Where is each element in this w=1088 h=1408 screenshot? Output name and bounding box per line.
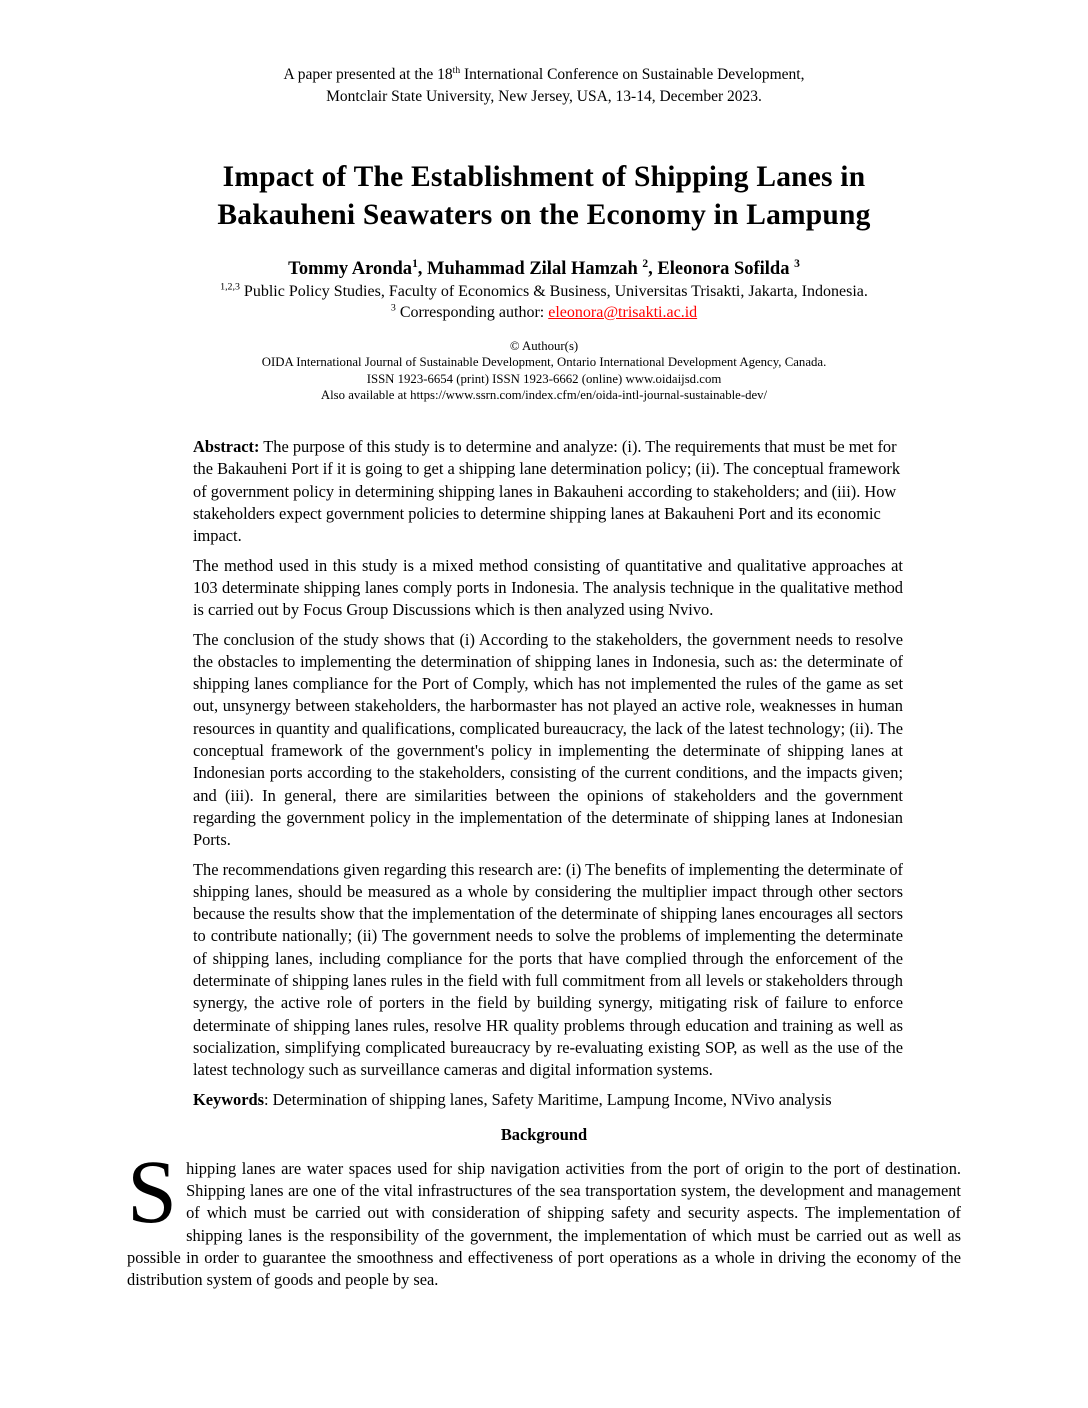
abstract-paragraph-1 <box>193 436 903 547</box>
imprint-issn: ISSN 1923-6654 (print) ISSN 1923-6662 (online) www.oidaijsd.com <box>366 371 722 386</box>
corresponding-author-line <box>0 302 1088 323</box>
abstract-text-1: The purpose of this study is to determine and analyze: (i). The requirements that must be met for the Bakauheni Port if it is going to get a shipping lane determination policy; (ii). The conceptual framework of government policy in determining shipping lanes in Bakauheni according to stakeholders; and (iii). How stakeholders expect government policies to determine shipping lanes at Bakauheni Port and its economic impact. <box>193 437 901 546</box>
imprint-copyright: © Authour(s) <box>509 339 579 353</box>
conference-note-text-cont: International Conference on Sustainable Development, <box>460 66 805 83</box>
page-title-line1: Impact of The Establishment of Shipping Lanes in <box>222 161 866 193</box>
journal-imprint <box>0 338 1088 403</box>
conference-note-superscript: th <box>452 64 461 76</box>
corresponding-label: Corresponding author: <box>395 304 549 321</box>
abstract-paragraph-4: The recommendations given regarding this research are: (i) The benefits of implementing the determinate of shipping lanes, should be measured as a whole by considering the multiplier impact through other sectors because the results show that the implementation of the determinate of shipping lanes encourages all sectors to contribute nationally; (ii) The government needs to solve the problems of implementing the determinate of shipping lanes, including compliance for the ports that have complied through the enforcement of the determinate of shipping lanes rules in the field with full commitment from all levels or stakeholders through synergy, the active role of porters in the field by building synergy, mitigating risk of failure to enforce determinate of shipping lanes rules, resolve HR quality problems through education and training as well as socialization, simplifying complicated bureaucracy by re-evaluating existing SOP, as well as the use of the latest technology such as surveillance cameras and digital information systems. <box>193 859 903 1080</box>
keywords-label: Keywords <box>193 1089 265 1109</box>
affiliation-line <box>0 281 1088 302</box>
background-text: hipping lanes are water spaces used for ship navigation activities from the port of origin to the port of destination. Shipping lanes are one of the vital infrastructures of the sea transportation system, the development and management of which must be carried out with consideration of shipping safety and security aspects. The implementation of shipping lanes is the responsibility of the government, the implementation of which must be carried out as well as possible in order to guarantee the smoothness and effectiveness of port operations as a whole in driving the economy of the distribution system of goods and people by sea. <box>127 1158 961 1290</box>
conference-note-line2: Montclair State University, New Jersey, USA, 13-14, December 2023. <box>326 88 762 105</box>
affiliation-text: Public Policy Studies, Faculty of Economics & Business, Universitas Trisakti, Jakarta, Indonesia. <box>239 283 868 300</box>
conference-note-line1 <box>0 64 1088 86</box>
abstract-paragraph-2: The method used in this study is a mixed method consisting of quantitative and qualitative approaches at 103 determinate shipping lanes comply ports in Indonesia. The analysis technique in the qualitative method is carried out by Focus Group Discussions which is then analyzed using Nvivo. <box>193 555 903 620</box>
abstract-paragraph-3: The conclusion of the study shows that (i) According to the stakeholders, the government needs to resolve the obstacles to implementing the determination of shipping lanes in Indonesia, such as: the determinate of shipping lanes compliance for the Port of Comply, which has not implemented the rules of the game as set out, unsynergy between stakeholders, the harbormaster has not played an active role, weaknesses in human resources in quantity and qualifications, complicated bureaucracy, the lack of the latest technology; (ii). The conceptual framework of the government's policy in implementing the determinate of shipping lanes at Indonesian ports according to the stakeholders, consisting of the current conditions, and the impacts given; and (iii). In general, there are similarities between the opinions of stakeholders and the government regarding the government policy in the implementation of the determinate of shipping lanes at Indonesian Ports. <box>193 629 903 850</box>
background-paragraph <box>127 1142 961 1292</box>
imprint-journal: OIDA International Journal of Sustainable Development, Ontario International Development Agency, Canada. <box>261 355 827 370</box>
author-name: Tommy Aronda <box>288 259 413 279</box>
conference-note <box>0 64 1088 108</box>
affiliation-superscript: 1,2,3 <box>220 281 240 293</box>
author-line <box>0 257 1088 281</box>
background-heading: Background <box>500 1124 588 1144</box>
page-title-line2: Bakauheni Seawaters on the Economy in Lampung <box>217 199 871 231</box>
keywords-text: : Determination of shipping lanes, Safety Maritime, Lampung Income, NVivo analysis <box>264 1089 832 1109</box>
author-separator: , <box>648 259 658 279</box>
corresponding-email-link[interactable]: eleonora@trisakti.ac.id <box>548 304 698 321</box>
author-superscript: 1 <box>412 257 418 270</box>
corresponding-superscript: 3 <box>390 302 396 314</box>
author-name: Muhammad Zilal Hamzah <box>427 259 643 279</box>
abstract-label: Abstract: <box>193 437 260 457</box>
keywords-line <box>193 1089 903 1111</box>
author-superscript: 2 <box>642 257 649 270</box>
author-name: Eleonora Sofilda <box>657 259 795 279</box>
abstract-section <box>193 436 903 1111</box>
drop-cap: S <box>127 1142 178 1242</box>
author-superscript: 3 <box>794 257 800 270</box>
imprint-availability: Also available at https://www.ssrn.com/index.cfm/en/oida-intl-journal-sustainable-dev/ <box>320 387 768 402</box>
conference-note-text: A paper presented at the 18 <box>283 66 453 83</box>
author-separator: , <box>417 259 428 279</box>
page-title <box>0 158 1088 234</box>
